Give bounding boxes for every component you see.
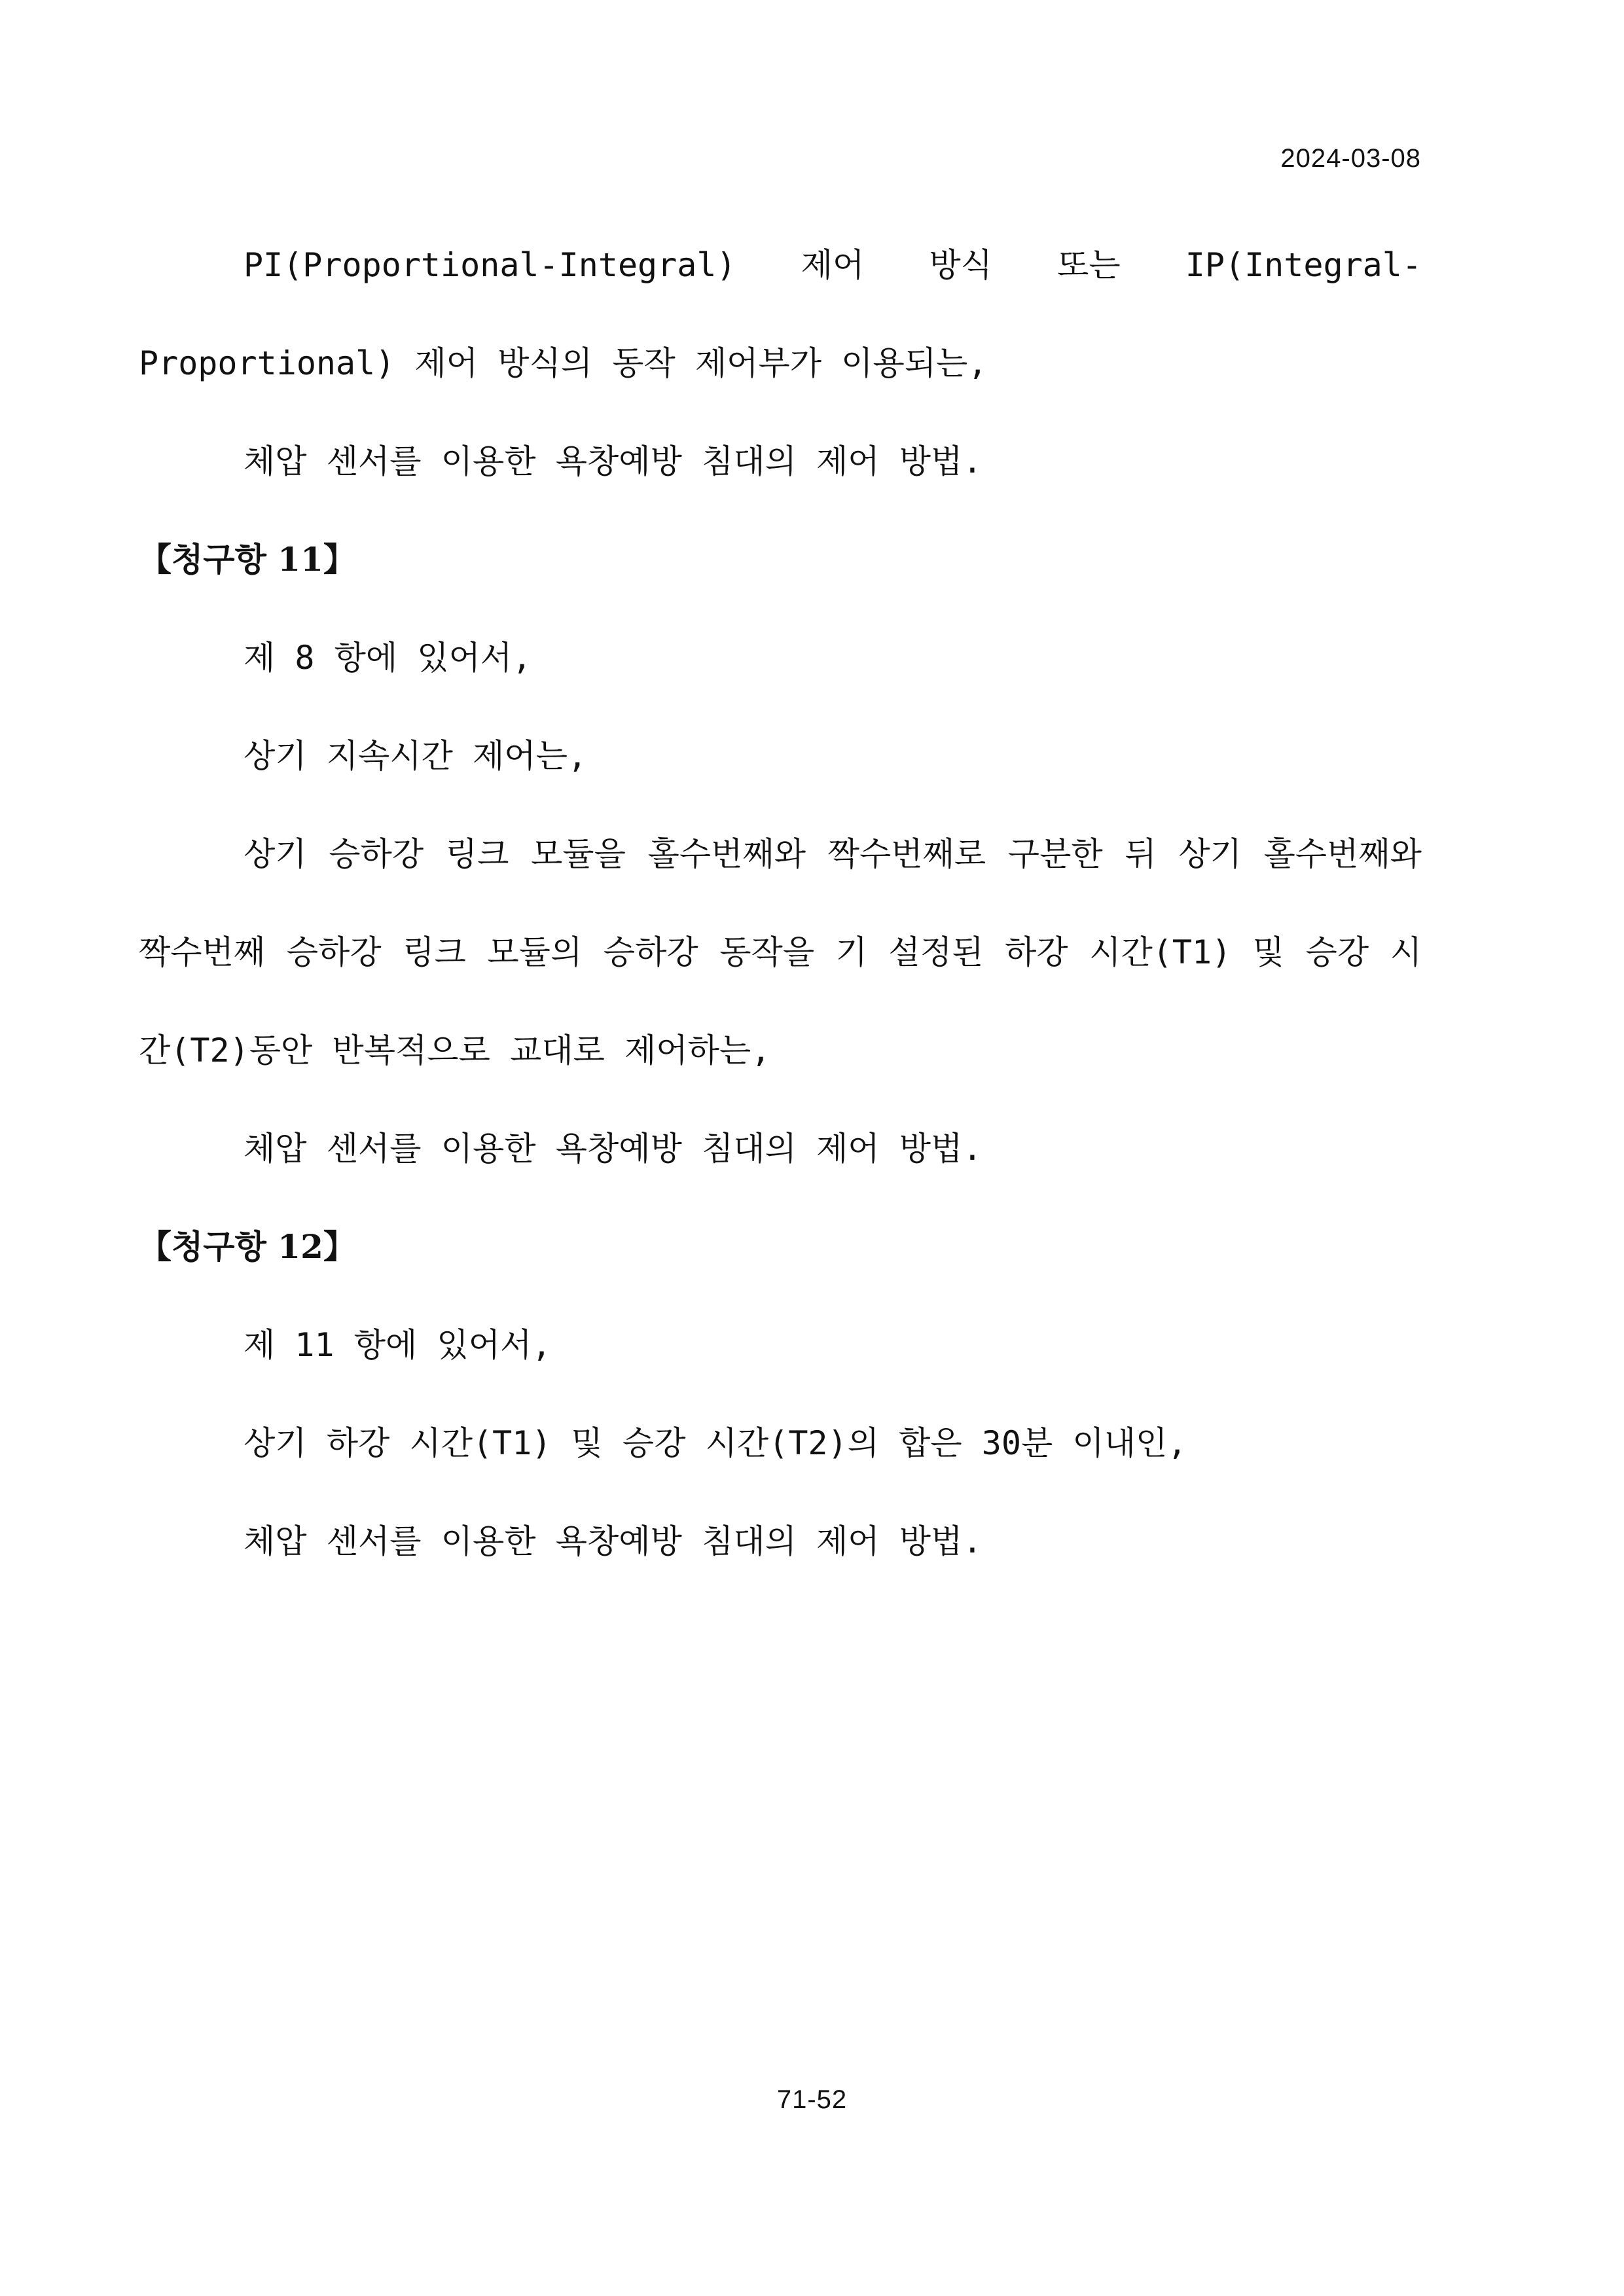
- claim-11-paragraph: 체압 센서를 이용한 욕창예방 침대의 제어 방법.: [244, 1130, 983, 1168]
- body-paragraph: 체압 센서를 이용한 욕창예방 침대의 제어 방법.: [244, 442, 983, 480]
- claim-12-paragraph: 제 11 항에 있어서,: [244, 1326, 552, 1364]
- page-date: 2024-03-08: [1280, 144, 1421, 173]
- claim-heading-12: 【청구항 12】: [139, 1227, 356, 1266]
- claim-11-paragraph: 상기 지속시간 제어는,: [244, 737, 588, 775]
- claim-11-paragraph: 제 8 항에 있어서,: [244, 639, 532, 677]
- claim-11-paragraph: 상기 승하강 링크 모듈을 홀수번째와 짝수번째로 구분한 뒤 상기 홀수번째와 짝수번째 승하강 링크 모듈의 승하강 동작을 기 설정된 하강 시간(T1) 및 승강 시간(T2)동안 반복적으로 교대로 제어하는,: [139, 835, 1422, 1069]
- claim-12-paragraph: 체압 센서를 이용한 욕창예방 침대의 제어 방법.: [244, 1522, 983, 1560]
- claim-heading-11: 【청구항 11】: [139, 540, 356, 579]
- body-paragraph: PI(Proportional-Integral) 제어 방식 또는 IP(Integral-Proportional) 제어 방식의 동작 제어부가 이용되는,: [139, 246, 1422, 382]
- document-body: [139, 216, 1422, 1590]
- page-number: 71-52: [776, 2085, 848, 2114]
- claim-12-paragraph: 상기 하강 시간(T1) 및 승강 시간(T2)의 합은 30분 이내인,: [244, 1424, 1187, 1462]
